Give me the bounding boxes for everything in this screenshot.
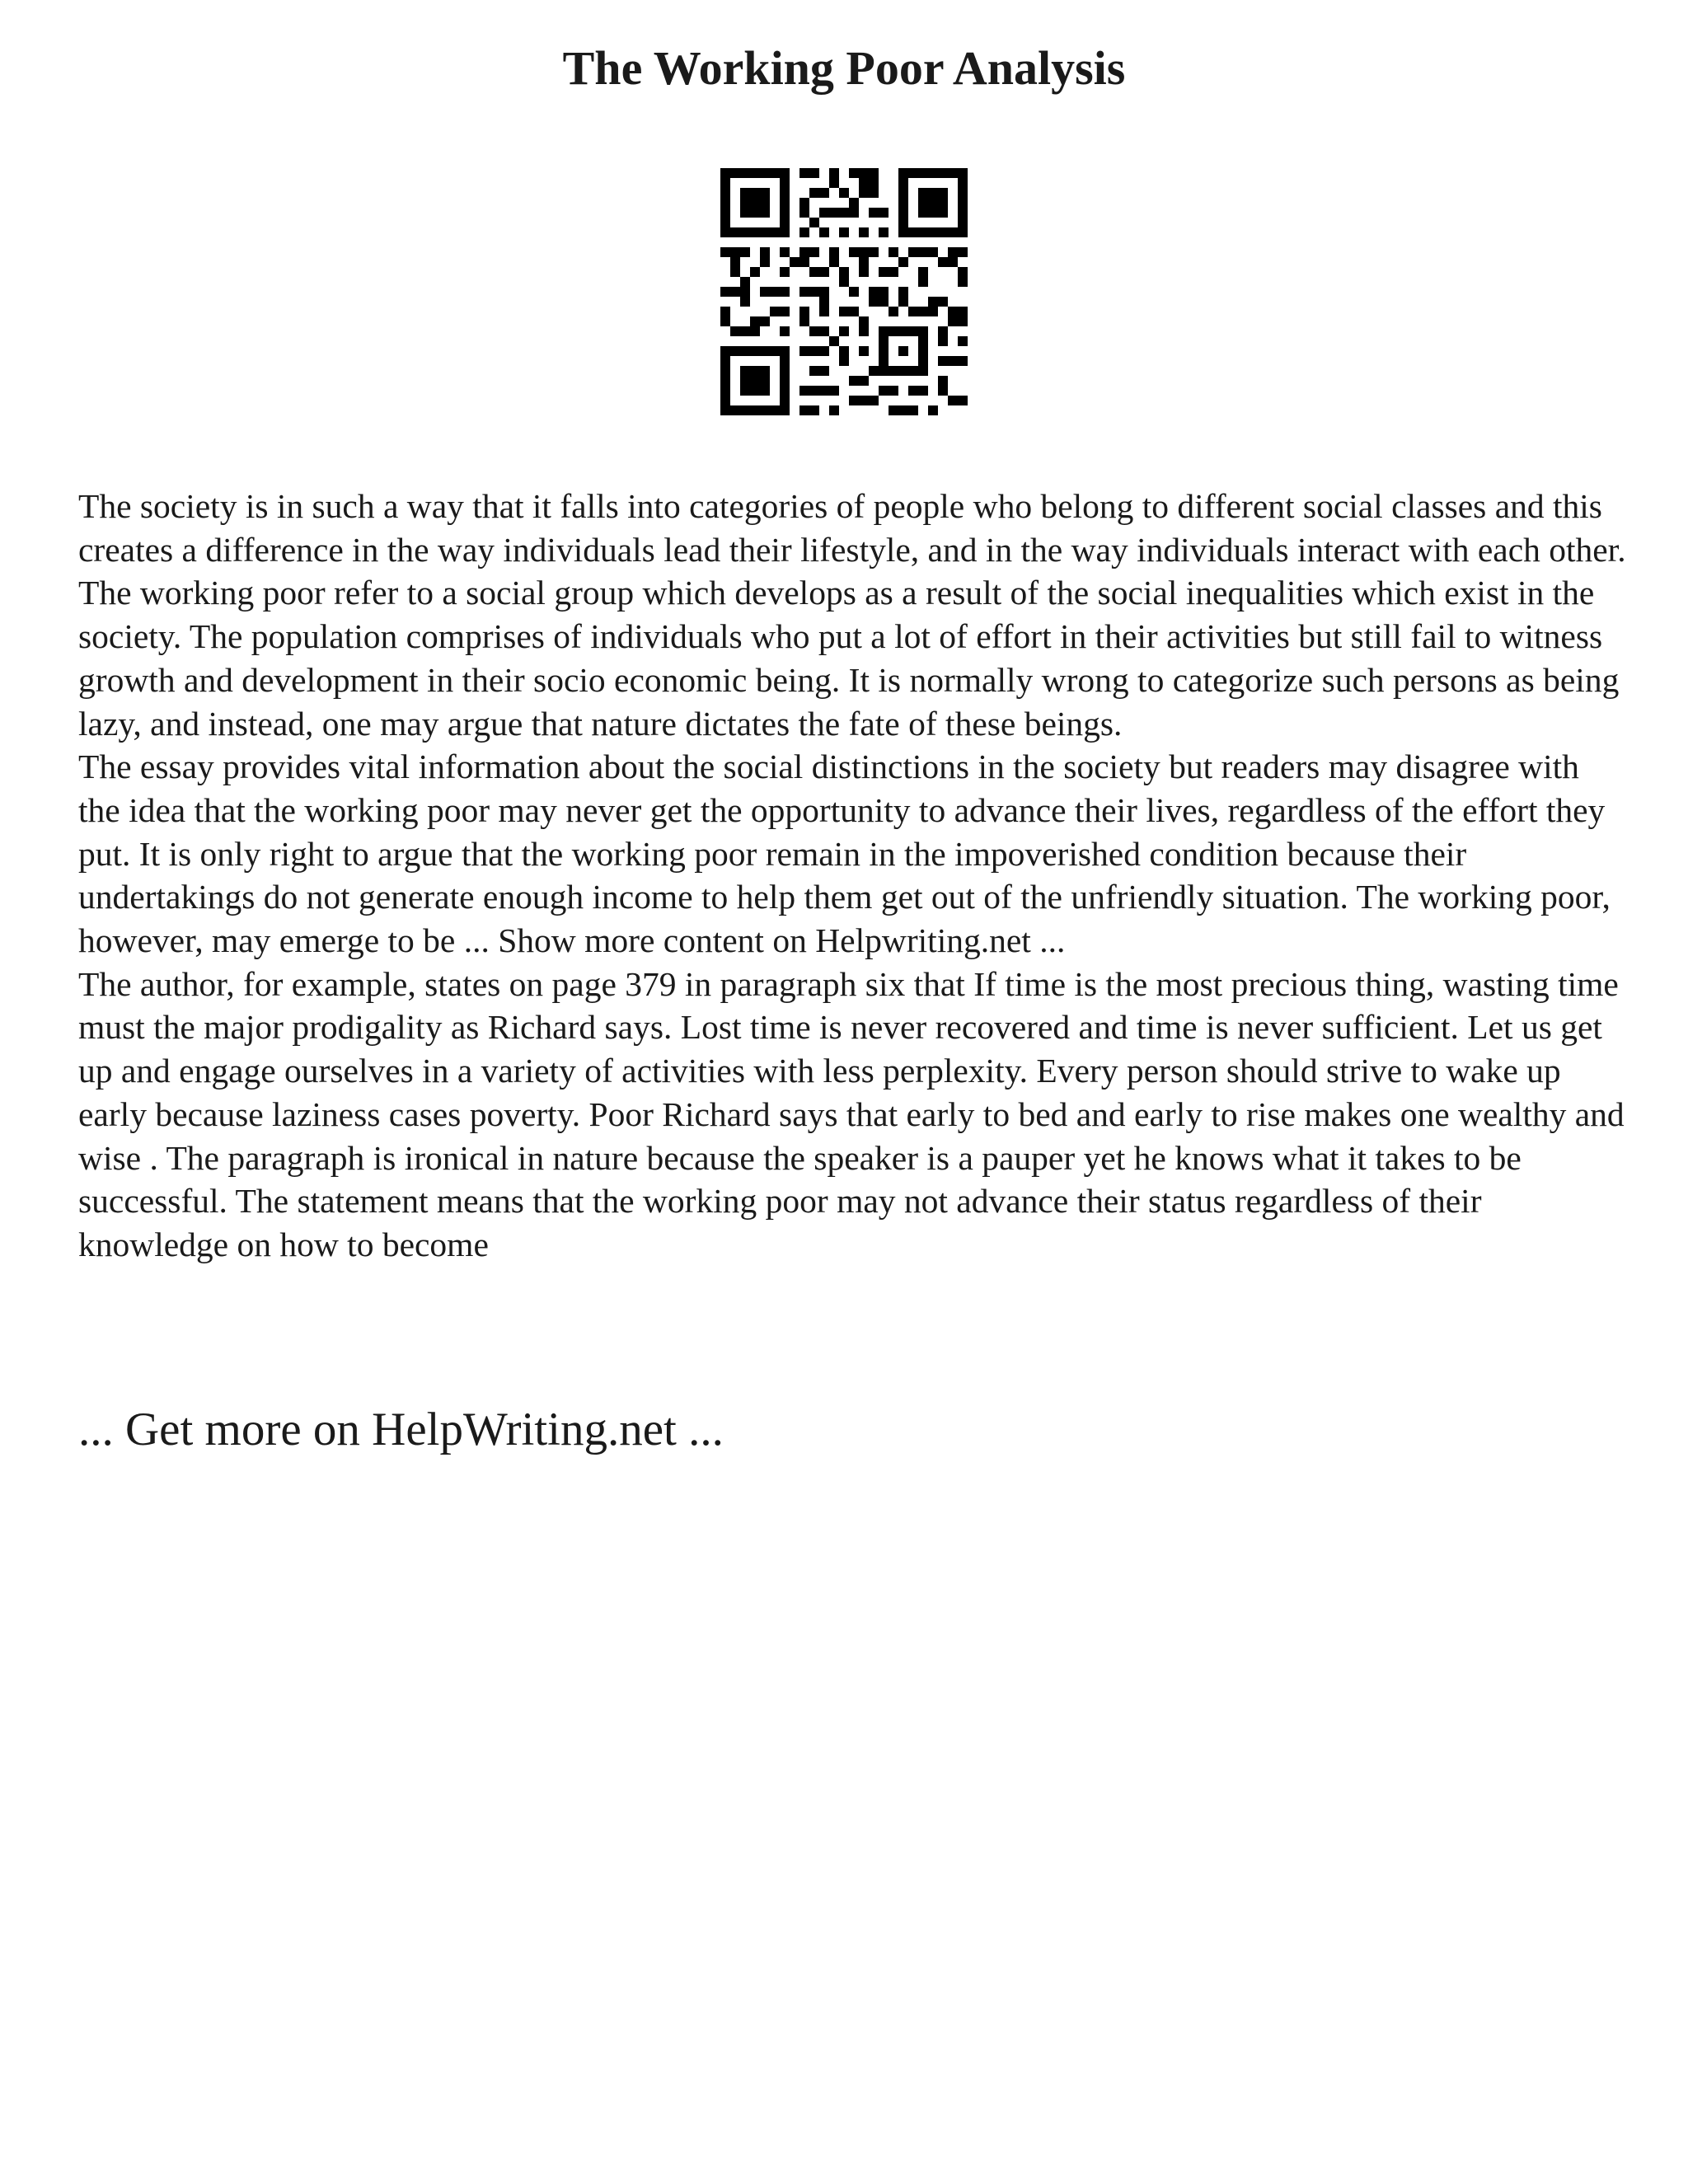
qr-code-icon [720,168,968,415]
page-title: The Working Poor Analysis [562,41,1126,95]
article-body [78,485,1628,1267]
paragraph: The author, for example, states on page 379 in paragraph six that If time is the most precious thing, wasting time must the major prodigality as Richard says. Lost time is never recovered and time is never sufficient. Let us get up and engage ourselves in a variety of activities with less perplexity. Every person should strive to wake up early because laziness cases poverty. Poor Richard says that early to bed and early to rise makes one wealthy and wise . The paragraph is ironical in nature because the speaker is a pauper yet he knows what it takes to be successful. The statement means that the working poor may not advance their status regardless of their knowledge on how to become [78,964,1625,1263]
paragraph: The society is in such a way that it falls into categories of people who belong to different social classes and this creates a difference in the way individuals lead their lifestyle, and in the way individuals interact with each other. The working poor refer to a social group which develops as a result of the social inequalities which exist in the society. The population comprises of individuals who put a lot of effort in their activities but still fail to witness growth and development in their socio economic being. It is normally wrong to categorize such persons as being lazy, and instead, one may argue that nature dictates the fate of these beings. [78,487,1626,743]
get-more-link[interactable]: ... Get more on HelpWriting.net ... [78,1404,724,1455]
paragraph: The essay provides vital information about the social distinctions in the society but readers may disagree with the idea that the working poor may never get the opportunity to advance their lives, regardless of the effort they put. It is only right to argue that the working poor remain in the impoverished condition because their undertakings do not generate enough income to help them get out of the unfriendly situation. The working poor, however, may emerge to be ... Show more content on Helpwriting.net ... [78,748,1611,960]
